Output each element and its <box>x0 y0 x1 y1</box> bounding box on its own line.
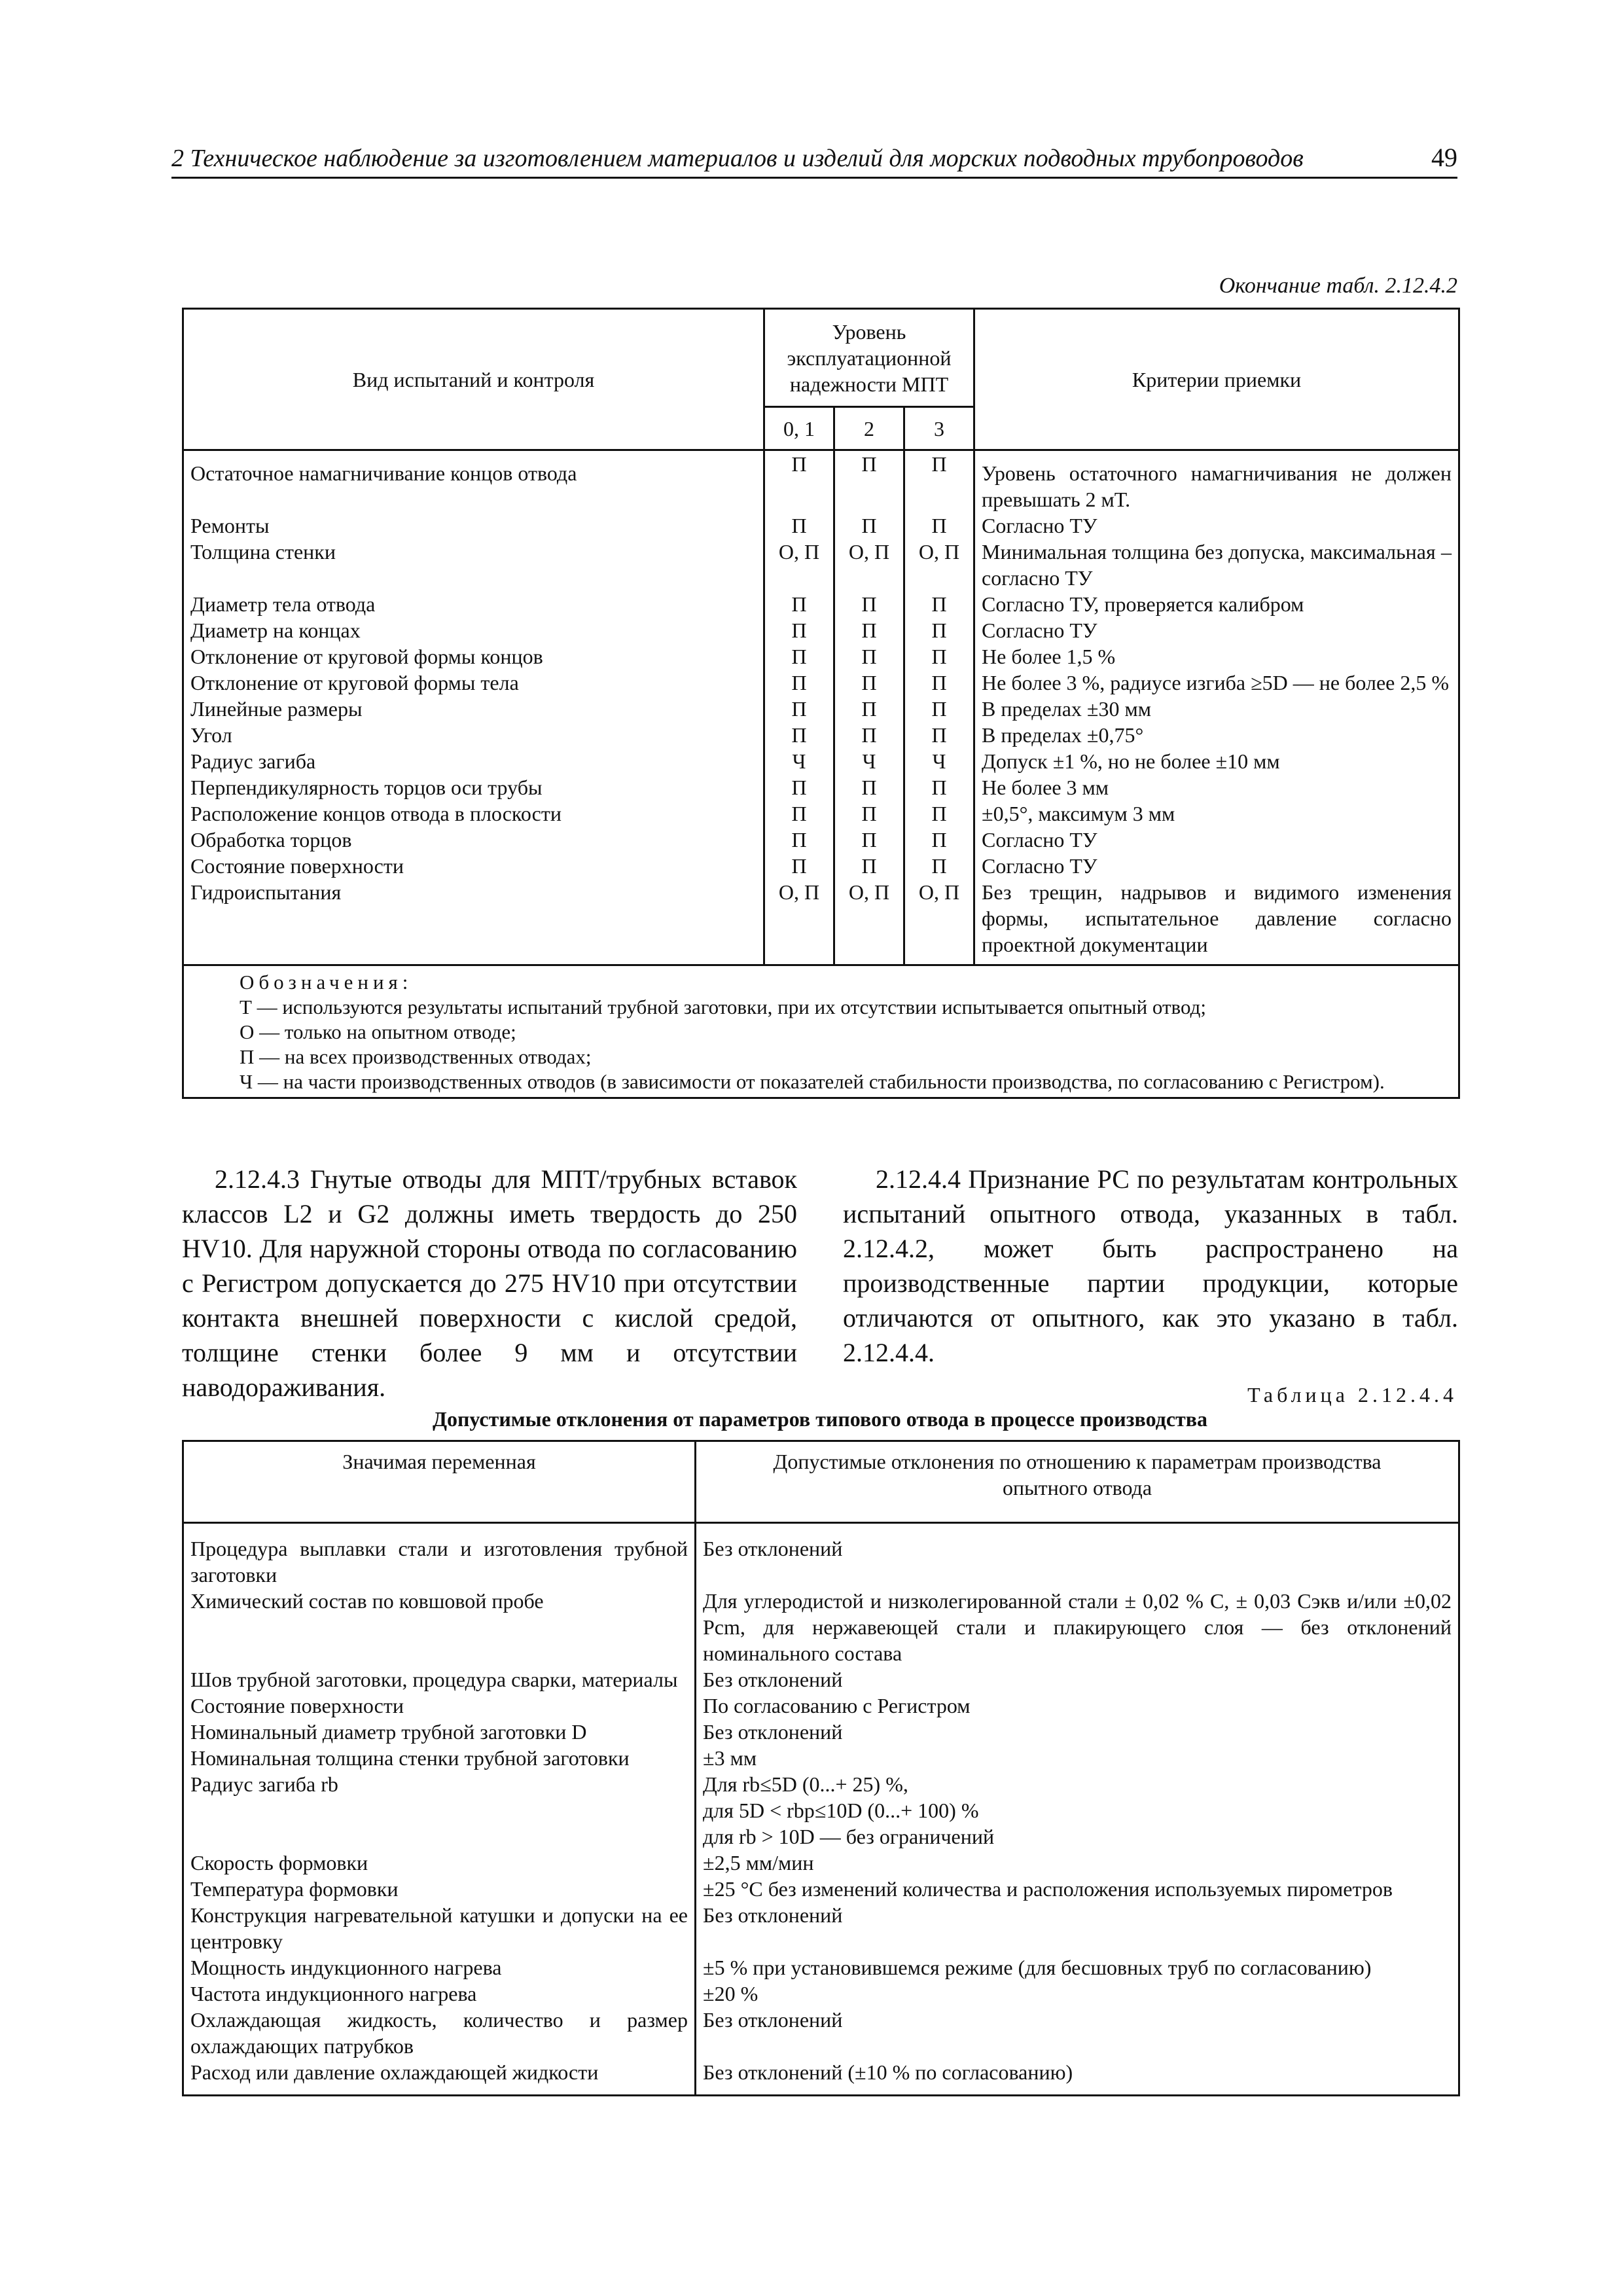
level-2-cell: П <box>834 512 904 539</box>
level-0-1-cell: П <box>764 450 834 513</box>
test-name-cell: Угол <box>183 722 764 748</box>
criteria-cell: Согласно ТУ <box>974 512 1459 539</box>
level-0-1-cell: П <box>764 591 834 617</box>
level-3-cell: П <box>904 853 974 879</box>
level-0-1-cell: П <box>764 774 834 800</box>
deviation-cell <box>696 1954 1459 1981</box>
table-row <box>183 722 1459 748</box>
running-header-title: 2 Техническое наблюдение за изготовлением материалов и изделий для морских подводных трубопроводов <box>171 145 1304 172</box>
table-row <box>183 1850 1459 1876</box>
criteria-cell: Согласно ТУ <box>974 617 1459 643</box>
level-3-cell: П <box>904 800 974 827</box>
level-0-1-cell: П <box>764 670 834 696</box>
variable-cell: Охлаждающая жидкость, количество и размер охлаждающих патрубков <box>183 2007 696 2059</box>
level-3-cell: П <box>904 774 974 800</box>
header-test-type: Вид испытаний и контроля <box>183 309 764 450</box>
criteria-cell: ±0,5°, максимум 3 мм <box>974 800 1459 827</box>
level-2-cell: П <box>834 670 904 696</box>
level-0-1-cell: П <box>764 512 834 539</box>
level-0-1-cell: П <box>764 853 834 879</box>
table-row <box>183 2059 1459 2096</box>
level-2-cell: П <box>834 722 904 748</box>
level-2-cell: П <box>834 450 904 513</box>
paragraph-2-12-4-3: 2.12.4.3 Гнутые отводы для МПТ/трубных вставок классов L2 и G2 должны иметь твердость до 250 HV10. Для наружной стороны отвода по согласованию с Регистром допускается до 275 HV10 при отсутствии контакта внешней поверхности с кислой средой, толщине стенки более 9 мм и отсутствии наводораживания. <box>182 1164 797 1402</box>
header-acceptance-criteria: Критерии приемки <box>974 309 1459 450</box>
legend <box>183 965 1459 1098</box>
test-name-cell: Толщина стенки <box>183 539 764 591</box>
level-0-1-cell: П <box>764 617 834 643</box>
variable-cell: Процедура выплавки стали и изготовления трубной заготовки <box>183 1523 696 1588</box>
level-2-cell: П <box>834 827 904 853</box>
test-name-cell: Ремонты <box>183 512 764 539</box>
deviation-cell <box>696 1771 1459 1850</box>
table-row <box>183 591 1459 617</box>
variable-cell: Конструкция нагревательной катушки и допуски на ее центровку <box>183 1902 696 1954</box>
table-row <box>183 696 1459 722</box>
level-2-cell: П <box>834 774 904 800</box>
level-0-1-cell: О, П <box>764 539 834 591</box>
deviation-cell <box>696 2007 1459 2059</box>
table-row <box>183 1771 1459 1850</box>
level-2-cell: П <box>834 591 904 617</box>
criteria-cell: Не более 1,5 % <box>974 643 1459 670</box>
legend-item: Ч — на части производственных отводов (в зависимости от показателей стабильности производства, по согласованию с Регистром). <box>240 1070 1385 1093</box>
variable-cell: Мощность индукционного нагрева <box>183 1954 696 1981</box>
table-row <box>183 853 1459 879</box>
deviation-line: ±5 % при установившемся режиме (для бесшовных труб по согласованию) <box>703 1956 1372 1979</box>
deviation-cell <box>696 1876 1459 1902</box>
table-row <box>183 879 1459 965</box>
criteria-cell: Минимальная толщина без допуска, максимальная – согласно ТУ <box>974 539 1459 591</box>
deviation-line: Без отклонений <box>703 1668 843 1691</box>
deviation-line: для rb > 10D — без ограничений <box>703 1825 995 1848</box>
table-row <box>183 800 1459 827</box>
legend-item: П — на всех производственных отводах; <box>240 1045 592 1068</box>
table-row <box>183 1666 1459 1693</box>
level-2-cell: О, П <box>834 879 904 965</box>
table-continuation-label: Окончание табл. 2.12.4.2 <box>1219 274 1457 298</box>
test-name-cell: Отклонение от круговой формы концов <box>183 643 764 670</box>
table-row <box>183 1954 1459 1981</box>
deviation-line: Для rb≤5D (0...+ 25) %, <box>703 1772 908 1796</box>
header-reliability-level: Уровень эксплуатационной надежности МПТ <box>764 309 974 407</box>
level-3-cell: П <box>904 643 974 670</box>
level-3-cell: Ч <box>904 748 974 774</box>
table-row <box>183 827 1459 853</box>
deviation-line: ±20 % <box>703 1982 758 2005</box>
level-0-1-cell: П <box>764 722 834 748</box>
table-row <box>183 670 1459 696</box>
table-row <box>183 539 1459 591</box>
table-row <box>183 1876 1459 1902</box>
test-name-cell: Состояние поверхности <box>183 853 764 879</box>
level-0-1-cell: П <box>764 643 834 670</box>
level-2-cell: П <box>834 853 904 879</box>
deviation-cell <box>696 1523 1459 1588</box>
deviation-cell <box>696 1902 1459 1954</box>
level-0-1-cell: О, П <box>764 879 834 965</box>
deviation-line: Без отклонений <box>703 1720 843 1744</box>
level-2-cell: О, П <box>834 539 904 591</box>
table-row <box>183 1693 1459 1719</box>
level-3-cell: П <box>904 450 974 513</box>
deviation-line: Для углеродистой и низколегированной стали ± 0,02 % C, ± 0,03 Cэкв и/или ±0,02 Pcm, для нержавеющей стали и плакирующего слоя — без отклонений номинального состава <box>703 1589 1452 1665</box>
test-name-cell: Отклонение от круговой формы тела <box>183 670 764 696</box>
deviation-line: ±2,5 мм/мин <box>703 1851 814 1874</box>
paragraph-2-12-4-4: 2.12.4.4 Признание РС по результатам контрольных испытаний опытного отвода, указанных в табл. 2.12.4.2, может быть распространено на производственные партии продукции, которые отличаются от опытного, как это указано в табл. 2.12.4.4. <box>843 1164 1458 1367</box>
running-header <box>171 139 1457 179</box>
criteria-cell: Допуск ±1 %, но не более ±10 мм <box>974 748 1459 774</box>
variable-cell: Номинальная толщина стенки трубной заготовки <box>183 1745 696 1771</box>
acceptance-criteria-table <box>182 308 1460 1099</box>
test-name-cell: Остаточное намагничивание концов отвода <box>183 450 764 513</box>
table-title: Допустимые отклонения от параметров типового отвода в процессе производства <box>432 1407 1208 1431</box>
variable-cell: Расход или давление охлаждающей жидкости <box>183 2059 696 2096</box>
level-2-cell: П <box>834 696 904 722</box>
deviation-cell <box>696 1719 1459 1745</box>
header-level-col: 3 <box>904 407 974 450</box>
header-deviation: Допустимые отклонения по отношению к параметрам производства опытного отвода <box>696 1441 1459 1523</box>
legend-title: Обозначения: <box>240 971 413 994</box>
criteria-cell: Согласно ТУ <box>974 827 1459 853</box>
table-row <box>183 2007 1459 2059</box>
variable-cell: Скорость формовки <box>183 1850 696 1876</box>
level-2-cell: П <box>834 800 904 827</box>
level-3-cell: О, П <box>904 539 974 591</box>
test-name-cell: Перпендикулярность торцов оси трубы <box>183 774 764 800</box>
level-0-1-cell: П <box>764 696 834 722</box>
level-3-cell: П <box>904 512 974 539</box>
criteria-cell: Согласно ТУ <box>974 853 1459 879</box>
test-name-cell: Диаметр на концах <box>183 617 764 643</box>
level-0-1-cell: П <box>764 800 834 827</box>
header-variable: Значимая переменная <box>183 1441 696 1523</box>
header-level-col: 2 <box>834 407 904 450</box>
variable-cell: Номинальный диаметр трубной заготовки D <box>183 1719 696 1745</box>
table-row <box>183 1588 1459 1666</box>
deviation-line: Без отклонений (±10 % по согласованию) <box>703 2060 1073 2084</box>
criteria-cell: Не более 3 %, радиусе изгиба ≥5D — не более 2,5 % <box>974 670 1459 696</box>
deviation-cell <box>696 1588 1459 1666</box>
table-row <box>183 1523 1459 1588</box>
level-3-cell: П <box>904 591 974 617</box>
deviation-line: ±25 °С без изменений количества и расположения используемых пирометров <box>703 1877 1393 1901</box>
criteria-cell: Без трещин, надрывов и видимого изменения формы, испытательное давление согласно проектной документации <box>974 879 1459 965</box>
table-row <box>183 1719 1459 1745</box>
header-level-col: 0, 1 <box>764 407 834 450</box>
criteria-cell: Уровень остаточного намагничивания не должен превышать 2 мТ. <box>974 450 1459 513</box>
deviation-line: Без отклонений <box>703 1537 843 1560</box>
level-2-cell: П <box>834 617 904 643</box>
deviation-cell <box>696 1850 1459 1876</box>
deviation-line: для 5D < rbp≤10D (0...+ 100) % <box>703 1799 979 1822</box>
criteria-cell: В пределах ±0,75° <box>974 722 1459 748</box>
variable-cell: Химический состав по ковшовой пробе <box>183 1588 696 1666</box>
deviation-cell <box>696 1666 1459 1693</box>
table-row <box>183 1981 1459 2007</box>
deviation-cell <box>696 1981 1459 2007</box>
level-3-cell: О, П <box>904 879 974 965</box>
table-row <box>183 748 1459 774</box>
test-name-cell: Радиус загиба <box>183 748 764 774</box>
allowed-deviations-table <box>182 1440 1460 2096</box>
level-3-cell: П <box>904 722 974 748</box>
test-name-cell: Расположение концов отвода в плоскости <box>183 800 764 827</box>
variable-cell: Частота индукционного нагрева <box>183 1981 696 2007</box>
level-3-cell: П <box>904 617 974 643</box>
level-0-1-cell: П <box>764 827 834 853</box>
deviation-line: По согласованию с Регистром <box>703 1694 971 1717</box>
level-3-cell: П <box>904 696 974 722</box>
deviation-line: Без отклонений <box>703 1903 843 1927</box>
level-2-cell: П <box>834 643 904 670</box>
level-3-cell: П <box>904 827 974 853</box>
page-number: 49 <box>1431 143 1457 172</box>
criteria-cell: Не более 3 мм <box>974 774 1459 800</box>
test-name-cell: Линейные размеры <box>183 696 764 722</box>
table-row <box>183 1745 1459 1771</box>
deviation-cell <box>696 2059 1459 2096</box>
level-3-cell: П <box>904 670 974 696</box>
test-name-cell: Диаметр тела отвода <box>183 591 764 617</box>
table-row <box>183 774 1459 800</box>
variable-cell: Радиус загиба rb <box>183 1771 696 1850</box>
table-row <box>183 643 1459 670</box>
deviation-line: ±3 мм <box>703 1746 757 1770</box>
criteria-cell: В пределах ±30 мм <box>974 696 1459 722</box>
table-row <box>183 617 1459 643</box>
level-0-1-cell: Ч <box>764 748 834 774</box>
level-2-cell: Ч <box>834 748 904 774</box>
variable-cell: Температура формовки <box>183 1876 696 1902</box>
legend-item: Т — используются результаты испытаний трубной заготовки, при их отсутствии испытывается опытный отвод; <box>240 996 1206 1018</box>
test-name-cell: Гидроиспытания <box>183 879 764 965</box>
deviation-cell <box>696 1745 1459 1771</box>
variable-cell: Шов трубной заготовки, процедура сварки, материалы <box>183 1666 696 1693</box>
criteria-cell: Согласно ТУ, проверяется калибром <box>974 591 1459 617</box>
deviation-line: Без отклонений <box>703 2008 843 2032</box>
deviation-cell <box>696 1693 1459 1719</box>
table-caption: Таблица 2.12.4.4 <box>1247 1383 1457 1407</box>
table-row <box>183 512 1459 539</box>
legend-item: О — только на опытном отводе; <box>240 1020 516 1043</box>
table-row <box>183 1902 1459 1954</box>
test-name-cell: Обработка торцов <box>183 827 764 853</box>
table-row <box>183 450 1459 513</box>
variable-cell: Состояние поверхности <box>183 1693 696 1719</box>
